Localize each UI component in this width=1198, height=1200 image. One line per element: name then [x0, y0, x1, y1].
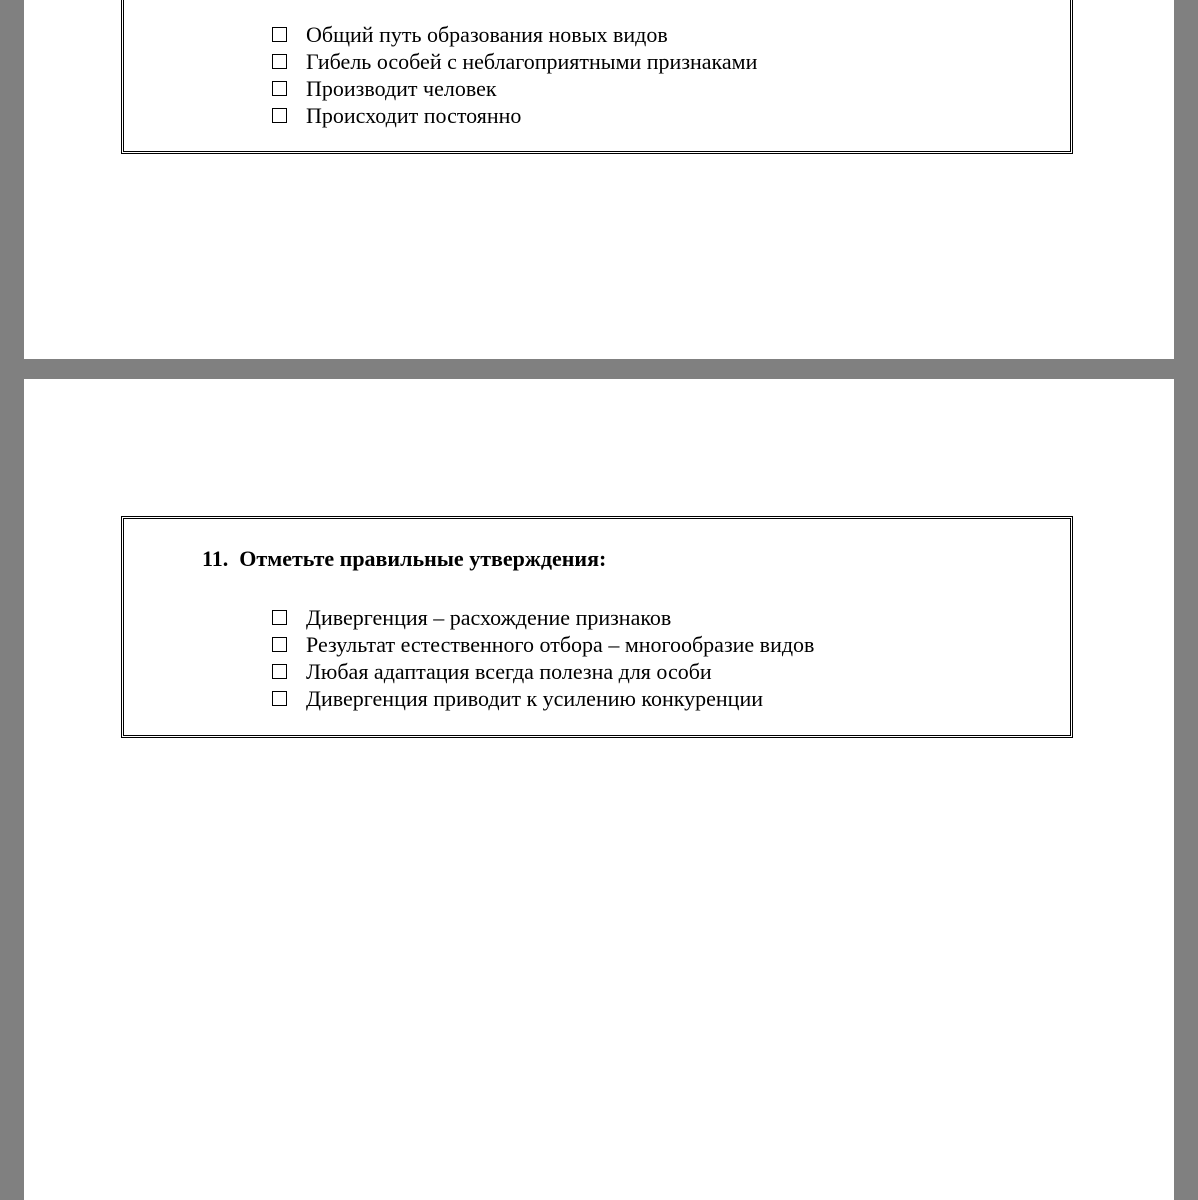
question-title — [202, 546, 606, 572]
option-label: Гибель особей с неблагоприятными признаками — [306, 49, 758, 74]
question-number: 11. — [202, 546, 229, 571]
option-label: Дивергенция приводит к усилению конкуренции — [306, 686, 764, 711]
checkbox-icon[interactable] — [272, 54, 287, 69]
question-box — [121, 516, 1073, 738]
checkbox-icon[interactable] — [272, 81, 287, 96]
answer-options — [272, 21, 757, 129]
answer-option[interactable] — [272, 102, 757, 129]
option-label: Любая адаптация всегда полезна для особи — [306, 659, 712, 684]
checkbox-icon[interactable] — [272, 637, 287, 652]
checkbox-icon[interactable] — [272, 108, 287, 123]
question-text: Отметьте правильные утверждения: — [239, 546, 607, 571]
checkbox-icon[interactable] — [272, 691, 287, 706]
document-page — [24, 379, 1174, 1200]
answer-option[interactable] — [272, 631, 814, 658]
answer-option[interactable] — [272, 75, 757, 102]
checkbox-icon[interactable] — [272, 610, 287, 625]
checkbox-icon[interactable] — [272, 664, 287, 679]
answer-option[interactable] — [272, 21, 757, 48]
question-box — [121, 0, 1073, 154]
option-label: Дивергенция – расхождение признаков — [306, 605, 672, 630]
checkbox-icon[interactable] — [272, 27, 287, 42]
document-page — [24, 0, 1174, 359]
option-label: Результат естественного отбора – многообразие видов — [306, 632, 815, 657]
option-label: Происходит постоянно — [306, 103, 522, 128]
answer-option[interactable] — [272, 685, 814, 712]
option-label: Общий путь образования новых видов — [306, 22, 668, 47]
option-label: Производит человек — [306, 76, 497, 101]
answer-option[interactable] — [272, 48, 757, 75]
answer-option[interactable] — [272, 658, 814, 685]
answer-options — [272, 604, 814, 712]
answer-option[interactable] — [272, 604, 814, 631]
